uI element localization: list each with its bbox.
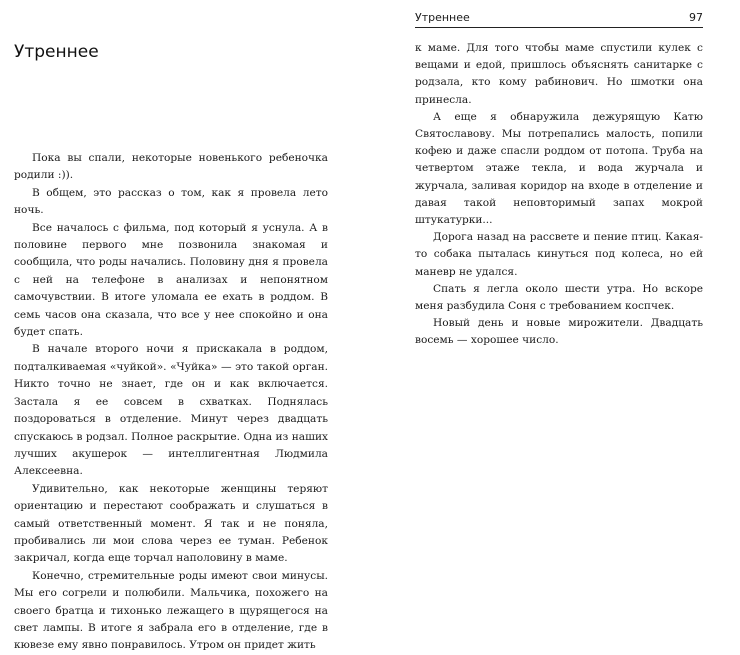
paragraph: Конечно, стремительные роды имеют свои минусы. Мы его согрели и полюбили. Мальчика, похожего на своего братца и тихонько лежащего в щурящегося на свет лампы. В итоге я забрала его в отделение, где в кювезе ему явно понравилось. Утром он придет жить xyxy=(14,569,328,652)
paragraph: Все началось с фильма, под который я уснула. А в половине первого мне позвонила знакомая и сообщила, что роды начались. Половину дня я провела с ней на телефоне в анализах и непонятном самочувствии. В итоге уломала ее ехать в роддом. В семь часов она сказала, что все у нее спокойно и она будет спать. xyxy=(14,221,328,339)
paragraph: к маме. Для того чтобы маме спустили кулек с вещами и едой, пришлось объяснять санитарке с родзала, кто кому рабинович. Но шмотки она принесла. xyxy=(415,42,703,106)
right-page-body xyxy=(415,40,703,350)
right-page xyxy=(370,0,740,588)
paragraph: А еще я обнаружила дежурящую Катю Святославову. Мы потрепались малость, попили кофею и даже спасли роддом от потопа. Труба на четвертом этаже текла, и вода журчала и журчала, заливая коридор на входе в отделение и давая такой неповторимый запах мокрой штукатурки... xyxy=(415,110,703,227)
paragraph: В общем, это рассказ о том, как я провела лето ночь. xyxy=(14,186,328,217)
page-number: 97 xyxy=(689,11,703,24)
chapter-title: Утреннее xyxy=(14,42,99,62)
paragraph: Дорога назад на рассвете и пение птиц. Какая-то собака пыталась кинуться под колеса, но ей маневр не удался. xyxy=(415,231,703,278)
left-page-body xyxy=(14,150,328,655)
paragraph: Удивительно, как некоторые женщины теряют ориентацию и перестают соображать и слушаться в самый ответственный момент. Я так и не поняла, пробивались ли мои слова через ее туман. Ребенок закричал, когда еще торчал наполовину в маме. xyxy=(14,482,328,565)
left-page xyxy=(0,0,370,652)
running-head-title: Утреннее xyxy=(415,11,470,24)
running-head xyxy=(415,11,703,28)
paragraph: В начале второго ночи я прискакала в роддом, подталкиваемая «чуйкой». «Чуйка» — это такой орган. Никто точно не знает, где он и как включается. Застала я ее совсем в схватках. Поднялась поздороваться в отделение. Минут через двадцать спускаюсь в родзал. Полное раскрытие. Одна из наших лучших акушерок — интеллигентная Людмила Алексеевна. xyxy=(14,343,328,478)
paragraph: Пока вы спали, некоторые новенького ребеночка родили :)). xyxy=(14,152,328,182)
paragraph: Новый день и новые мирожители. Двадцать восемь — хорошее число. xyxy=(415,317,703,347)
paragraph: Спать я легла около шести утра. Но вскоре меня разбудила Соня с требованием коспчек. xyxy=(415,282,703,313)
